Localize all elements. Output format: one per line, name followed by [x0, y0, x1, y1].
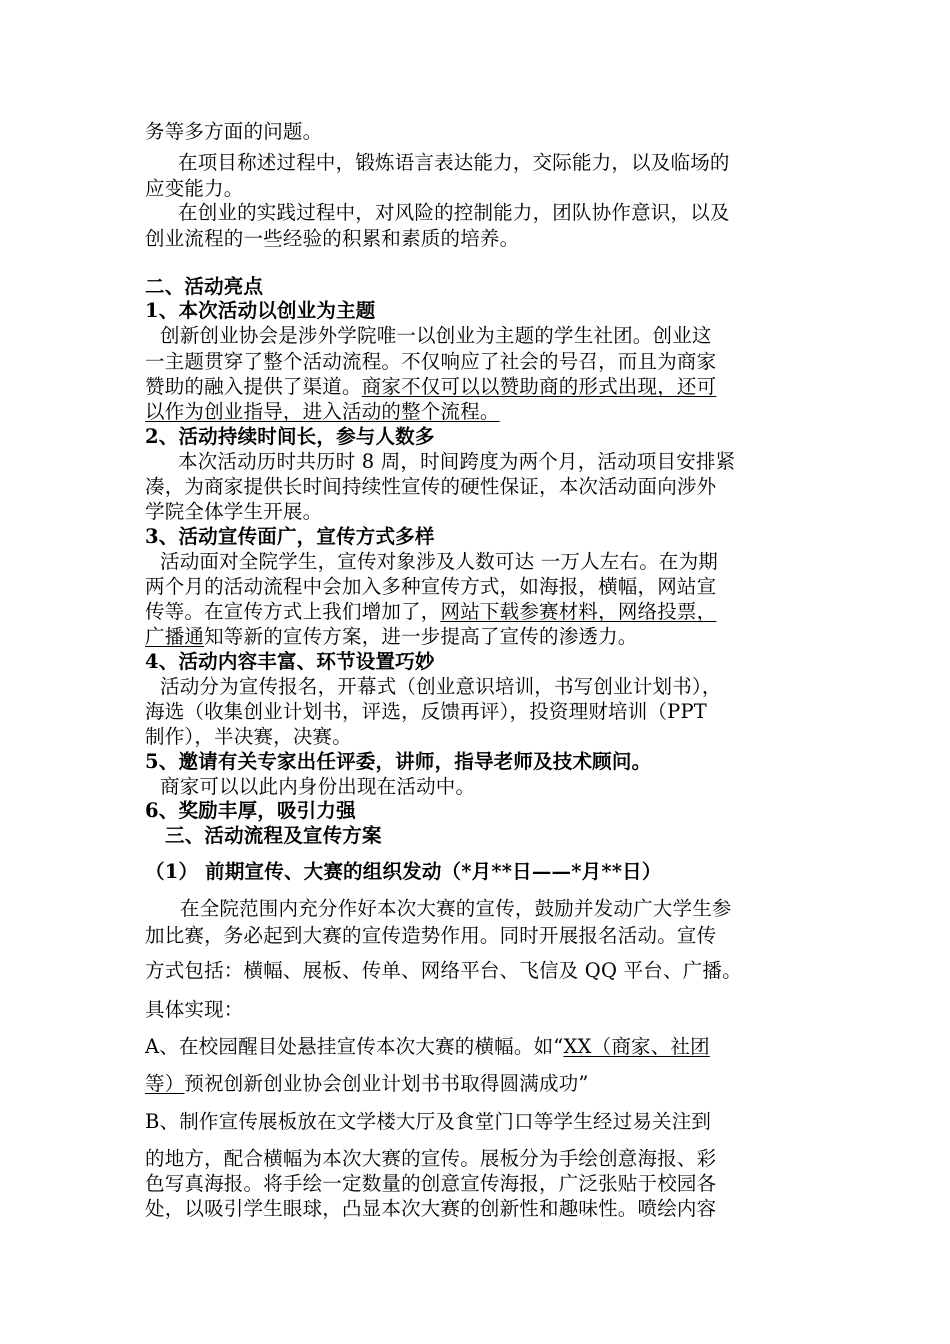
subheading: 4、活动内容丰富、环节设置巧妙 [145, 650, 435, 673]
intro-line: 务等多方面的问题。 [145, 120, 323, 143]
paragraph-line [145, 1071, 810, 1097]
paragraph-line: 活动分为宣传报名，开幕式（创业意识培训，书写创业计划书）， [160, 675, 722, 698]
paragraph-line: 凑，为商家提供长时间持续性宣传的硬性保证，本次活动面向涉外 [145, 475, 717, 498]
paragraph-line: 商家可以以此内身份出现在活动中。 [160, 775, 476, 798]
subheading: 3、活动宣传面广，宣传方式多样 [145, 525, 435, 548]
text-span: 传等。在宣传方式上我们增加了， [145, 600, 441, 623]
paragraph-line: 活动面对全院学生，宣传对象涉及人数可达 一万人左右。在为期 [160, 550, 718, 573]
subheading: 1、本次活动以创业为主题 [145, 299, 376, 322]
intro-line: 创业流程的一些经验的积累和素质的培养。 [145, 227, 520, 250]
subheading: （1） 前期宣传、大赛的组织发动（*月**日——*月**日） [145, 860, 662, 883]
paragraph-line: 的地方，配合横幅为本次大赛的宣传。展板分为手绘创意海报、彩 [145, 1147, 717, 1170]
subheading: 5、邀请有关专家出任评委，讲师，指导老师及技术顾问。 [145, 750, 652, 773]
underlined-text: 广播通 [145, 625, 205, 648]
section-heading: 二、活动亮点 [145, 275, 264, 298]
paragraph-line: B、制作宣传展板放在文学楼大厅及食堂门口等学生经过易关注到 [145, 1110, 712, 1133]
underlined-text: 等） [145, 1072, 185, 1095]
underlined-text: 网站下载参赛材料，网络投票， [440, 600, 717, 623]
intro-line: 应变能力。 [145, 177, 244, 200]
text-span: A、在校园醒目处悬挂宣传本次大赛的横幅。如“ [145, 1035, 564, 1058]
paragraph-line [145, 374, 810, 400]
text-span: 知等新的宣传方案，进一步提高了宣传的渗透力。 [204, 625, 638, 648]
section-heading: 三、活动流程及宣传方案 [165, 824, 382, 847]
paragraph-line: 两个月的活动流程中会加入多种宣传方式，如海报，横幅，网站宣 [145, 575, 717, 598]
paragraph-line: 方式包括：横幅、展板、传单、网络平台、飞信及 QQ 平台、广播。 [145, 959, 742, 982]
underlined-line: 以作为创业指导，进入活动的整个流程。 [145, 400, 500, 423]
paragraph-line: 本次活动历时共历时 8 周，时间跨度为两个月，活动项目安排紧 [178, 450, 736, 473]
intro-line: 在创业的实践过程中，对风险的控制能力，团队协作意识，以及 [178, 201, 730, 224]
paragraph-line [145, 599, 810, 625]
paragraph-line: 制作），半决赛，决赛。 [145, 725, 352, 748]
subheading: 2、活动持续时间长，参与人数多 [145, 425, 435, 448]
paragraph-line: 学院全体学生开展。 [145, 500, 323, 523]
paragraph-line [145, 1034, 810, 1060]
paragraph-line: 创新创业协会是涉外学院唯一以创业为主题的学生社团。创业这 [160, 324, 712, 347]
paragraph-line: 处，以吸引学生眼球，凸显本次大赛的创新性和趣味性。喷绘内容 [145, 1197, 717, 1220]
paragraph-line: 海选（收集创业计划书，评选，反馈再评），投资理财培训（PPT [145, 700, 707, 723]
text-span: 赞助的融入提供了渠道。 [145, 375, 362, 398]
paragraph-line: 在全院范围内充分作好本次大赛的宣传，鼓励并发动广大学生参 [180, 897, 732, 920]
intro-line: 在项目称述过程中，锻炼语言表达能力，交际能力，以及临场的 [178, 151, 730, 174]
paragraph-line [145, 624, 810, 650]
text-span: 预祝创新创业协会创业计划书书取得圆满成功” [184, 1072, 589, 1095]
paragraph-line: 具体实现： [145, 998, 244, 1021]
paragraph-line: 一主题贯穿了整个活动流程。不仅响应了社会的号召，而且为商家 [145, 350, 717, 373]
underlined-text: XX（商家、社团 [563, 1035, 710, 1058]
paragraph-line: 色写真海报。将手绘一定数量的创意宣传海报，广泛张贴于校园各 [145, 1172, 717, 1195]
paragraph-line: 加比赛，务必起到大赛的宣传造势作用。同时开展报名活动。宣传 [145, 924, 717, 947]
subheading: 6、奖励丰厚，吸引力强 [145, 799, 356, 822]
underlined-text: 商家不仅可以以赞助商的形式出现，还可 [361, 375, 717, 398]
